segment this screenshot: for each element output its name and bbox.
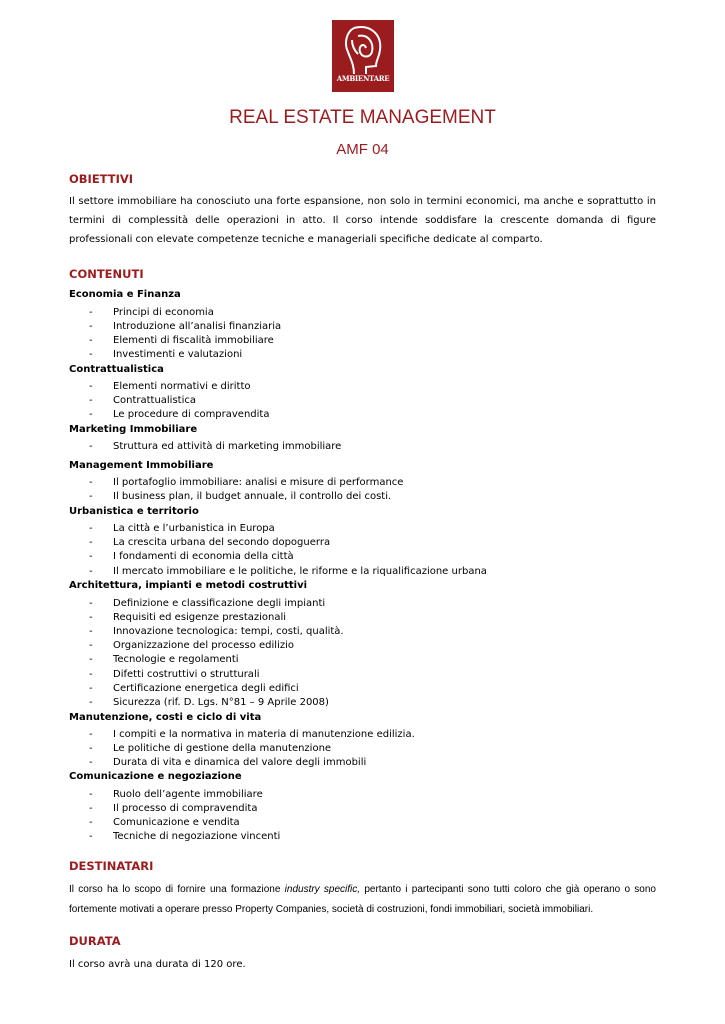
page-title: REAL ESTATE MANAGEMENT	[229, 107, 496, 128]
list-item: - Principi di economia	[89, 307, 214, 318]
list-item: - I compiti e la normativa in materia di manutenzione edilizia.	[89, 729, 415, 740]
section-title: Contrattualistica	[69, 364, 164, 375]
list-item: - Tecnologie e regolamenti	[89, 654, 239, 665]
logo-caption: AMBIENTARE	[336, 74, 390, 83]
list-item: - Requisiti ed esigenze prestazionali	[89, 612, 287, 623]
list-item: - Il business plan, il budget annuale, il controllo dei costi.	[89, 491, 392, 502]
list-item: - Ruolo dell’agente immobiliare	[89, 789, 263, 800]
list-item: - Il mercato immobiliare e le politiche, le riforme e la riqualificazione urbana	[89, 566, 487, 577]
list-item: - Il portafoglio immobiliare: analisi e misure di performance	[89, 477, 404, 488]
durata-text: Il corso avrà una durata di 120 ore.	[69, 959, 246, 970]
list-item: - Elementi normativi e diritto	[89, 381, 251, 392]
section-title: Comunicazione e negoziazione	[69, 771, 242, 782]
list-item: - Investimenti e valutazioni	[89, 349, 243, 360]
destinatari-text: Il corso ha lo scopo di fornire una formazione industry specific, pertanto i partecipanti sono tutti coloro che già operano o sono fortemente motivati a operare presso Property Companies, società di costruzioni, fondi immobiliari, società immobiliari.	[69, 884, 656, 915]
heading-durata: DURATA	[69, 934, 121, 948]
list-item: - Difetti costruttivi o strutturali	[89, 669, 260, 680]
section-title: Architettura, impianti e metodi costruttivi	[69, 580, 308, 591]
list-item: - Sicurezza (rif. D. Lgs. N°81 – 9 Aprile 2008)	[89, 697, 329, 708]
list-item: - La crescita urbana del secondo dopoguerra	[89, 537, 331, 548]
list-item: - Struttura ed attività di marketing immobiliare	[89, 441, 342, 452]
list-item: - Definizione e classificazione degli impianti	[89, 598, 326, 609]
section-title: Urbanistica e territorio	[69, 506, 199, 517]
list-item: - Introduzione all’analisi finanziaria	[89, 321, 282, 332]
list-item: - I fondamenti di economia della città	[89, 551, 294, 562]
section-title: Marketing Immobiliare	[69, 424, 198, 435]
heading-obiettivi: OBIETTIVI	[69, 172, 134, 186]
obiettivi-text: Il settore immobiliare ha conosciuto una forte espansione, non solo in termini economici, ma anche e soprattutto in termini di complessità delle operazioni in atto. Il corso intende soddisfare la crescente domanda di figure professionali con elevate competenze tecniche e manageriali specifiche dedicate al comparto.	[69, 196, 656, 245]
list-item: - Tecniche di negoziazione vincenti	[89, 831, 281, 842]
course-code: AMF 04	[336, 141, 389, 158]
section-title: Economia e Finanza	[69, 289, 181, 300]
list-item: - Contrattualistica	[89, 395, 196, 406]
logo	[332, 20, 394, 92]
list-item: - Le procedure di compravendita	[89, 409, 270, 420]
list-item: - Le politiche di gestione della manutenzione	[89, 743, 332, 754]
section-title: Management Immobiliare	[69, 460, 214, 471]
list-item: - La città e l’urbanistica in Europa	[89, 523, 275, 534]
list-item: - Durata di vita e dinamica del valore degli immobili	[89, 757, 367, 768]
list-item: - Organizzazione del processo edilizio	[89, 640, 295, 651]
list-item: - Elementi di fiscalità immobiliare	[89, 335, 274, 346]
heading-contenuti: CONTENUTI	[69, 267, 144, 281]
section-title: Manutenzione, costi e ciclo di vita	[69, 712, 262, 723]
list-item: - Comunicazione e vendita	[89, 817, 240, 828]
list-item: - Il processo di compravendita	[89, 803, 258, 814]
list-item: - Innovazione tecnologica: tempi, costi, qualità.	[89, 626, 344, 637]
heading-destinatari: DESTINATARI	[69, 859, 154, 873]
list-item: - Certificazione energetica degli edifici	[89, 683, 299, 694]
